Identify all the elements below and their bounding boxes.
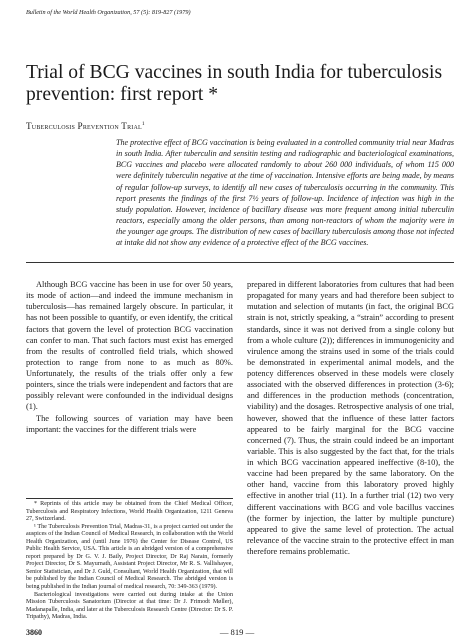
running-head: Bulletin of the World Health Organization, 57 (5): 819-827 (1979) — [26, 9, 191, 16]
title-footnote-mark: * — [203, 84, 219, 105]
footnote-divider — [26, 498, 233, 499]
author-name: Tuberculosis Prevention Trial — [26, 121, 142, 132]
body-paragraph: prepared in different laboratories from cultures that had been propagated for many years and had therefore been subject to mutation and selection of mutants (in fact, the original BCG strain is not, strictly speaking, a “strain” according to present standards, since it was not derived from a single colony but from a whole culture (2)); differences in immunogenicity and virulence among the strains used in some of the trials could be demonstrated in experimental animal models, and the potency differences observed in these models were closely associated with the observed differences in protection (3-6); and differences in the production methods (concentration, viability) and the dosages. Retrospective analysis of one trial, however, showed that the influence of these latter factors appeared to be fairly marginal for the BCG vaccine concerned (7). Thus, the strain could indeed be an important variable. This is also suggested by the fact that, for the trials in which BCG vaccination appeared ineffective (8-10), the vaccine had been prepared by the same laboratory. On the other hand, vaccine from this laboratory proved highly effective in another trial (11). In a further trial (12) two very different vaccinations with BCG and vole bacillus vaccines (the former by injection, the latter by multiple puncture) appeared to give the same level of protection. The actual relevance of the vaccine strain to the protective effect in man therefore remains problematic. — [247, 280, 454, 556]
author-line — [26, 121, 145, 131]
page-number: — 819 — — [219, 627, 255, 637]
body-column-left — [26, 279, 233, 435]
author-footnote-mark: 1 — [141, 121, 145, 127]
article-title — [26, 62, 456, 106]
body-column-right — [247, 279, 454, 557]
document-number: 3860 — [26, 628, 42, 637]
footnotes — [26, 501, 233, 622]
abstract-divider — [26, 262, 454, 263]
abstract: The protective effect of BCG vaccination is being evaluated in a controlled community trial near Madras in south India. After tuberculin and sensitin testing and radiographic and bacteriological examinations, BCG vaccines and placebo were allocated randomly to about 260 000 individuals, of whom 115 000 were definitely tuberculin negative at the time of vaccination. Intensive efforts are being made, by means of regular follow-up surveys, to identify all new cases of tuberculosis occurring in the community. This report presents the findings of the first 7½ years of follow-up. Incidence of infection was high in the study population. However, incidence of bacillary disease was more frequent among initial tuberculin reactors, especially among the older persons, than among non-reactors of whom the majority were in the younger age groups. The distribution of new cases of bacillary tuberculosis among those not infected at intake did not show any evidence of a protective effect of the BCG vaccines. — [116, 138, 454, 248]
footnote: Bacteriological investigations were carried out during intake at the Union Mission Tuberculosis Sanatorium (Director at that time: Dr J. Frimodt Møller), Madanapalle, India, and later at the Tuberculosis Research Centre (Director: Dr S. P. Tripathy), Madras, India. — [26, 591, 233, 621]
footnote: * Reprints of this article may be obtained from the Chief Medical Officer, Tuberculosis and Respiratory Infections, World Health Organization, 1211 Geneva 27, Switzerland. — [26, 501, 233, 523]
body-paragraph: The following sources of variation may have been important: the vaccines for the different trials were — [26, 413, 233, 434]
title-text: Trial of BCG vaccines in south India for tuberculosis prevention: first report — [26, 62, 443, 105]
body-paragraph: Although BCG vaccine has been in use for over 50 years, its mode of action—and indeed the immune mechanism in tuberculosis—has remained largely obscure. In particular, it has not been possible to quantify, or even identify, the critical factors that govern the level of protection BCG vaccination can confer to man. That such factors must exist has emerged from the results of controlled field trials, which showed protection to range from none to as much as 80%. Unfortunately, the results of the trials offer only a few pointers, since the trials were independent and factors that are possibly relevant were confounded in the individual designs (1). — [26, 280, 233, 412]
footnote: ¹ The Tuberculosis Prevention Trial, Madras-31, is a project carried out under the auspices of the Indian Council of Medical Research, in collaboration with the World Health Organization, and (until June 1976) the Center for Disease Control, US Public Health Service, USA. This article is an abridged version of a comprehensive report prepared by Dr G. V. J. Baily, Project Director, Dr Raj Narain, formerly Project Director, Dr S. Mayurnath, Assistant Project Director, Mr R. S. Vallishayee, Senior Statistician, and Dr J. Guld, Consultant, World Health Organization, that will be published by the Indian Council of Medical Research. The abridged version is being published in the Indian journal of medical research, 70: 349-363 (1979). — [26, 523, 233, 591]
